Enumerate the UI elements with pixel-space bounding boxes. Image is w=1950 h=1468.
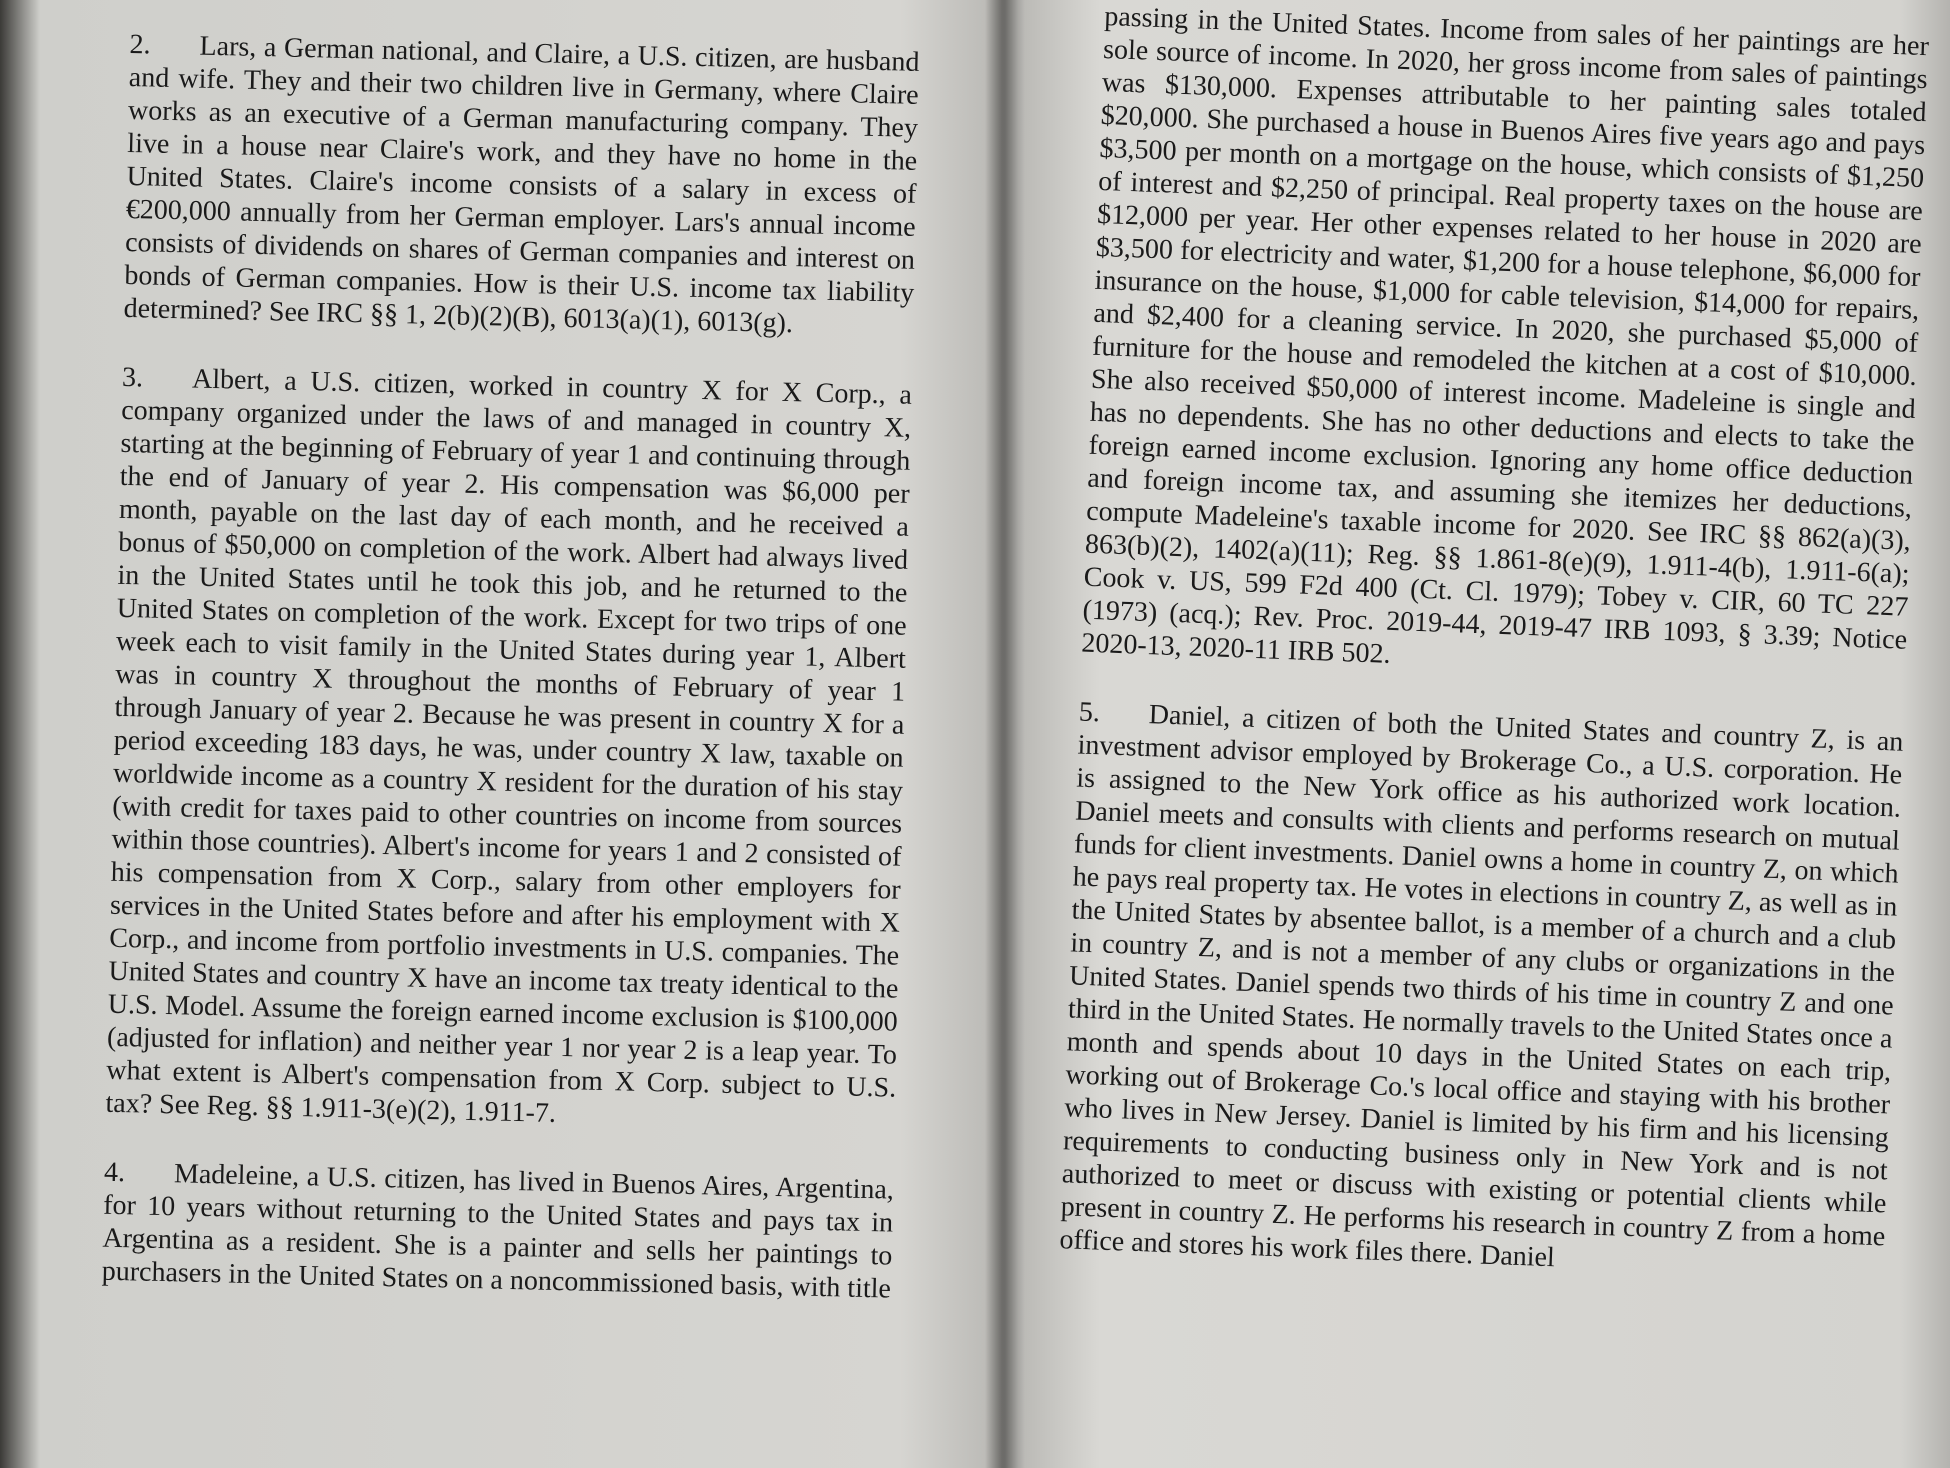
left-column <box>101 28 920 1342</box>
problem-5 <box>1059 696 1904 1287</box>
problem-text: Madeleine, a U.S. citizen, has lived in Buenos Aires, Argentina, for 10 years without returning to the United States and pays tax in Argentina as a resident. She is a painter and sells her paintings to purchasers in the United States on a noncommissioned basis, with title <box>101 1158 895 1305</box>
problem-text: Daniel, a citizen of both the United States and country Z, is an investment advisor employed by Brokerage Co., a U.S. corporation. He is assigned to the New York office as his authorized work location. Daniel meets and consults with clients and performs research on mutual funds for client investments. Daniel owns a home in country Z, on which he pays real property tax. He votes in elections in country Z, as well as in the United States by absentee ballot, is a member of a church and a club in country Z, and is not a member of any clubs or organizations in the United States. Daniel spends two thirds of his time in country Z and one third in the United States. He normally travels to the United States once a month and spends about 10 days in the United States on each trip, working out of Brokerage Co.'s local office and staying with his brother who lives in New Jersey. Daniel is limited by his firm and his licensing requirements to conducting business only in New York and is not authorized to meet or discuss with existing or potential clients while present in country Z. He performs his research in country Z from a home office and stores his work files there. Daniel <box>1058 699 1904 1274</box>
problem-number: 5. <box>1078 696 1101 729</box>
problem-2 <box>123 28 920 343</box>
problem-number: 2. <box>129 28 151 61</box>
right-page <box>1010 0 1950 1468</box>
problem-text: Lars, a German national, and Claire, a U.S. citizen, are husband and wife. They and their two children live in Germany, where Claire works as an executive of a German manufacturing company. They live in a house near Claire's work, and they have no home in the United States. Claire's income consists of a salary in excess of €200,000 annually from her German employer. Lars's annual income consists of dividends on shares of German companies and interest on bonds of German companies. How is their U.S. income tax liability determined? See IRC §§ 1, 2(b)(2)(B), 6013(a)(1), 6013(g). <box>123 30 920 340</box>
problem-number: 4. <box>103 1156 126 1189</box>
right-column <box>1058 0 1930 1322</box>
problem-number: 3. <box>121 361 144 394</box>
problem-4 <box>101 1156 894 1306</box>
problem-text: Albert, a U.S. citizen, worked in country X for X Corp., a company organized under the laws of and managed in country X, starting at the beginning of February of year 1 and continuing through the end of January of year 2. His compensation was $6,000 per month, payable on the last day of each month, and he received a bonus of $50,000 on completion of the work. Albert had always lived in the United States until he took this job, and he returned to the United States on completion of the work. Except for two trips of one week each to visit family in the United States during year 1, Albert was in country X throughout the months of February of year 1 through January of year 2. Because he was present in country X for a period exceeding 183 days, he was, under country X law, taxable on worldwide income as a country X resident for the duration of his stay (with credit for taxes paid to other countries on income from sources within those countries). Albert's income for years 1 and 2 consisted of his compensation from X Corp., salary from other employers for services in the United States before and after his employment with X Corp., and income from portfolio investments in U.S. companies. The United States and country X have an income tax treaty identical to the U.S. Model. Assume the foreign earned income exclusion is $100,000 (adjusted for inflation) and neither year 1 nor year 2 is a leap year. To what extent is Albert's compensation from X Corp. subject to U.S. tax? See Reg. §§ 1.911-3(e)(2), 1.911-7. <box>105 363 913 1129</box>
problem-4-continued <box>1081 0 1930 690</box>
problem-text: passing in the United States. Income from sales of her paintings are her sole source of income. In 2020, her gross income from sales of paintings was $130,000. Expenses attributable to her painting sales totaled $20,000. She purchased a house in Buenos Aires five years ago and pays $3,500 per month on a mortgage on the house, which consists of $1,250 of interest and $2,250 of principal. Real property taxes on the house are $12,000 per year. Her other expenses related to her house in 2020 are $3,500 for electricity and water, $1,200 for a house telephone, $6,000 for insurance on the house, $1,000 for cable television, $14,000 for repairs, and $2,400 for a cleaning service. In 2020, she purchased $5,000 of furniture for the house and remodeled the kitchen at a cost of $10,000. She also received $50,000 of interest income. Madeleine is single and has no dependents. She has no other deductions and elects to take the foreign earned income exclusion. Ignoring any home office deduction and foreign income tax, and assuming she itemizes her deductions, compute Madeleine's taxable income for 2020. See IRC §§ 862(a)(3), 863(b)(2), 1402(a)(11); Reg. §§ 1.861-8(e)(9), 1.911-4(b), 1.911-6(a); Cook v. US, 599 F2d 400 (Ct. Cl. 1979); Tobey v. CIR, 60 TC 227 (1973) (acq.); Rev. Proc. 2019-44, 2019-47 IRB 1093, § 3.39; Notice 2020-13, 2020-11 IRB 502. <box>1080 0 1930 670</box>
problem-3 <box>105 361 912 1138</box>
